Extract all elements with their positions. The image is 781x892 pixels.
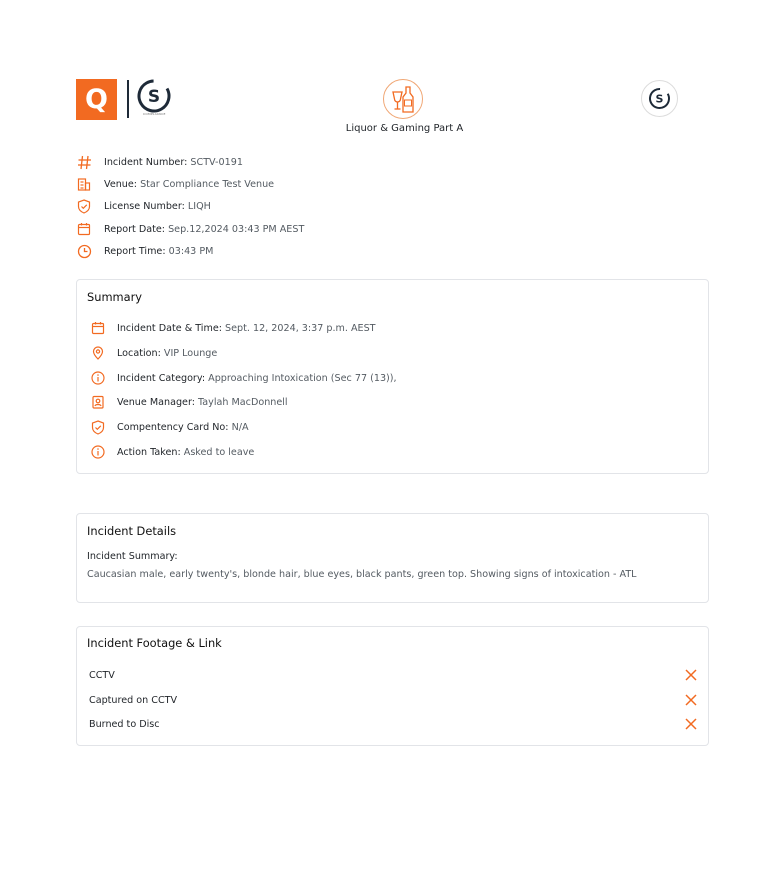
document-title: Liquor & Gaming Part A: [345, 123, 464, 134]
footage-item-label: Captured on CCTV: [89, 694, 178, 706]
summary-title: Summary: [87, 290, 143, 304]
x-mark-icon: [685, 694, 697, 706]
calendar-icon: [76, 221, 92, 237]
shield-check-icon: [76, 199, 92, 215]
star-compliance-logo: [137, 79, 173, 119]
meta-license-number: License Number: LIQH: [76, 196, 304, 218]
footage-item-burned-to-disc: [89, 715, 697, 733]
info-icon: [91, 445, 105, 459]
building-icon: [76, 176, 92, 192]
svg-text:S: S: [147, 87, 161, 107]
meta-incident-number: Incident Number: SCTV-0191: [76, 151, 304, 173]
incident-summary-text: Caucasian male, early twenty's, blonde hair, blue eyes, black pants, green top. Showing signs of intoxication - ATL: [87, 569, 637, 580]
clock-icon: [76, 243, 92, 259]
footage-item-label: Burned to Disc: [89, 718, 160, 730]
info-icon: [91, 371, 105, 385]
footage-item-captured-on-cctv: [89, 691, 697, 709]
q-brand-logo: Q: [76, 79, 117, 120]
x-mark-icon: [685, 718, 697, 730]
incident-footage-card: [76, 626, 709, 746]
incident-meta-list: [76, 151, 304, 262]
shield-check-icon: [91, 420, 105, 434]
x-mark-icon: [685, 669, 697, 681]
calendar-icon: [91, 321, 105, 335]
incident-details-card: [76, 513, 709, 603]
map-pin-icon: [91, 346, 105, 360]
star-compliance-badge: [641, 80, 678, 117]
footage-item-label: CCTV: [89, 669, 115, 681]
logo-divider: [127, 80, 129, 118]
meta-report-date: Report Date: Sep.12,2024 03:43 PM AEST: [76, 218, 304, 240]
svg-text:S: S: [655, 92, 664, 106]
summary-row-action-taken: Action Taken: Asked to leave: [91, 443, 254, 461]
meta-venue: Venue: Star Compliance Test Venue: [76, 173, 304, 195]
compliance-wordmark: COMPLIANCE: [143, 112, 166, 116]
incident-details-title: Incident Details: [87, 524, 177, 538]
summary-row-venue-manager: Venue Manager: Taylah MacDonnell: [91, 393, 288, 411]
report-header: [0, 0, 781, 140]
liquor-bottle-icon: [383, 79, 423, 119]
incident-summary-label: Incident Summary:: [87, 551, 178, 562]
summary-row-incident-datetime: Incident Date & Time: Sept. 12, 2024, 3:37 p.m. AEST: [91, 319, 376, 337]
summary-row-competency-card: Compentency Card No: N/A: [91, 418, 249, 436]
summary-card: [76, 279, 709, 474]
hash-icon: [76, 154, 92, 170]
incident-footage-title: Incident Footage & Link: [87, 636, 222, 650]
footage-item-cctv: [89, 666, 697, 684]
id-badge-icon: [91, 395, 105, 409]
meta-report-time: Report Time: 03:43 PM: [76, 240, 304, 262]
summary-row-incident-category: Incident Category: Approaching Intoxication (Sec 77 (13)),: [91, 369, 397, 387]
summary-row-location: Location: VIP Lounge: [91, 344, 217, 362]
